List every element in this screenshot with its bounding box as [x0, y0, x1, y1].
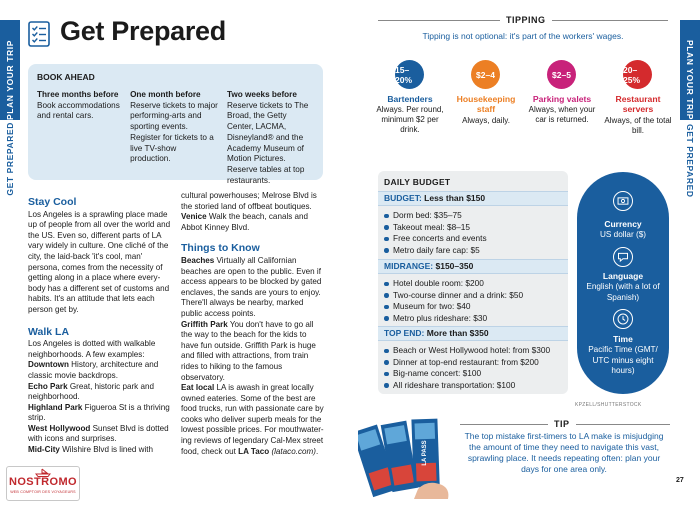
book-ahead-text: Reserve tickets to major performing-arts and sporting events. Register for tickets to a live TV-show production.: [130, 100, 218, 164]
tip-name: Bartenders: [387, 94, 433, 104]
walk-la-item: [28, 445, 171, 456]
tip-title: TIP: [548, 419, 576, 429]
walk-la-item-name: Venice: [181, 212, 207, 222]
ticket-text: LA PASS: [422, 440, 428, 466]
book-ahead-box: [28, 64, 323, 185]
walk-la-item: [28, 382, 171, 403]
budget-item: Metro plus rideshare: $30: [384, 313, 523, 325]
tip-amount-circle: 15–20%: [395, 60, 424, 89]
tip-name: Housekeeping staff: [456, 94, 516, 115]
walk-la-item-name: Highland Park: [28, 402, 83, 412]
walk-la-item-text: Walk the beach, canals and Abbot Kinney Blvd.: [181, 212, 309, 232]
info-pill: [577, 172, 669, 394]
left-tab-label: PLAN YOUR TRIP: [5, 40, 15, 121]
tip-text: The top mistake first-timers to LA make is misjudging the amount of time they need to navigate this vast, sprawling place. It needs repeating often: plan your days for one area only.: [464, 431, 664, 474]
currency-label: Currency: [604, 219, 642, 229]
walk-la-item-text: Sunset Blvd is dotted with icons and surprises.: [28, 423, 169, 444]
things-item: [181, 383, 326, 457]
things-item: [181, 256, 326, 320]
logo-subtitle: WEB COMPTOIR DES VOYAGEURS: [10, 490, 76, 494]
tip-description: Always. Per round, minimum $2 per drink.: [376, 105, 444, 135]
budget-item: Hotel double room: $200: [384, 278, 523, 290]
walk-la-item: [28, 403, 171, 424]
things-item: [181, 320, 326, 384]
book-ahead-text: Reserve tickets to The Broad, the Getty Center, LACMA, Disneyland® and the Academy Museum of Motion Pictures. Reserve tables at top restaurants.: [227, 100, 309, 185]
budget-item: All rideshare transportation: $100: [384, 380, 550, 392]
banknote-icon: [613, 191, 633, 211]
budget-item: Museum for two: $40: [384, 301, 523, 313]
page-number: 27: [676, 477, 684, 484]
things-end: .: [315, 446, 319, 456]
left-section-label: GET PREPARED: [5, 122, 15, 196]
budget-item: Takeout meal: $8–15: [384, 222, 487, 234]
budget-list: [384, 345, 550, 391]
photo-credit: KPZELL/SHUTTERSTOCK: [575, 402, 642, 408]
right-side-rail: [680, 0, 700, 505]
budget-tier-value: More than $350: [426, 328, 489, 338]
budget-item: Metro daily fare cap: $5: [384, 245, 487, 257]
stay-cool-heading: Stay Cool: [28, 196, 77, 208]
things-to-know-heading: Things to Know: [181, 242, 260, 255]
text-column-middle: [181, 191, 326, 457]
things-item-name: Griffith Park: [181, 319, 228, 329]
page-title: Get Prepared: [60, 16, 226, 46]
walk-la-item: [181, 212, 326, 233]
book-ahead-heading: Two weeks before: [227, 90, 297, 99]
budget-tier-value: $150–350: [435, 261, 474, 271]
language-label: Language: [602, 271, 644, 281]
budget-list: [384, 210, 487, 256]
book-ahead-heading: Three months before: [37, 90, 119, 99]
book-ahead-column: [37, 90, 122, 186]
things-item-text: You don't have to go all the way to the beach for the kids to have fun outside. Griffith Park is huge and filled with attractions, from train rides to hiking to the famous observatory.: [181, 319, 316, 382]
budget-tier-header: [378, 326, 568, 341]
book-ahead-column: [130, 90, 219, 186]
language-value: English (with a lot of Spanish): [586, 282, 660, 302]
walk-la-item-name: West Hollywood: [28, 423, 91, 433]
tip-description: Always, when your car is returned.: [528, 105, 596, 125]
things-item-name: Eat local: [181, 383, 215, 393]
tip-name: Parking valets: [532, 94, 592, 104]
la-pass-tickets-illustration: [358, 405, 458, 501]
clock-icon: [613, 309, 633, 329]
budget-item: Dinner at top-end restaurant: from $200: [384, 357, 550, 369]
time-label: Time: [613, 334, 633, 344]
walk-la-item: [28, 424, 171, 445]
walk-la-item-text: Great, historic park and neighborhood.: [28, 381, 154, 402]
tip-name: Restaurant servers: [615, 94, 661, 115]
budget-item: Beach or West Hollywood hotel: from $300: [384, 345, 550, 357]
walk-la-heading: Walk LA: [28, 325, 70, 338]
right-section-label: GET PREPARED: [685, 124, 695, 198]
budget-tier-header: [378, 259, 568, 274]
la-taco-name: LA Taco: [238, 446, 270, 456]
right-tab-label: PLAN YOUR TRIP: [685, 40, 695, 121]
budget-tier-value: Less than $150: [424, 193, 486, 203]
nostromo-logo: [6, 466, 80, 501]
daily-budget-title: DAILY BUDGET: [384, 177, 451, 187]
things-item-name: Beaches: [181, 255, 215, 265]
budget-tier-label: TOP END:: [384, 328, 425, 338]
tipping-subtitle: Tipping is not optional: it's part of the workers' wages.: [422, 31, 624, 41]
tip-amount-circle: $2–5: [547, 60, 576, 89]
stay-cool-text: Los Angeles is a sprawling place made up of people from all over the world and the US. Even so, different parts of LA vary widely in culture. One cliché of the city, the laid-back 'it's cool, man' persona, comes from the necessity of getting along in a place where every-body has a different set of customs and habits. It's an attitude that lets each person get by.: [28, 209, 171, 314]
tipping-title: TIPPING: [500, 15, 552, 25]
budget-item: Free concerts and events: [384, 233, 487, 245]
budget-item: Dorm bed: $35–75: [384, 210, 487, 222]
book-ahead-title: BOOK AHEAD: [37, 72, 95, 82]
budget-list: [384, 278, 523, 324]
budget-tier-header: [378, 191, 568, 206]
things-item-text: LA is awash in great locally owned eateries. Some of the best are food trucks, run with passionate care by cooks who deliver superb meals for the lowest possible prices. For mouthwater-ing reviews of legendary Cal-Mex street food, check out: [181, 383, 324, 456]
budget-tier-label: MIDRANGE:: [384, 261, 434, 271]
tip-amount-circle: 20–25%: [623, 60, 652, 89]
walk-la-item-name: Echo Park: [28, 381, 68, 391]
text-column-left: [28, 197, 171, 456]
tip-description: Always, of the total bill.: [604, 116, 672, 136]
walk-la-item-name: Downtown: [28, 360, 69, 370]
walk-la-item: [28, 360, 171, 381]
la-taco-url: (lataco.com): [271, 446, 316, 456]
walk-la-item-name: Mid-City: [28, 445, 60, 455]
time-value: Pacific Time (GMT/ UTC minus eight hours): [588, 345, 658, 376]
currency-value: US dollar ($): [600, 230, 646, 239]
checklist-icon: [28, 21, 50, 47]
things-item-text: Virtually all Californian beaches are open to the public. Even if access appears to be blocked by gated enclaves, the sands are yours to enjoy. There'll always be nearby, marked public access points.: [181, 255, 322, 318]
left-side-rail: [0, 0, 20, 505]
book-ahead-heading: One month before: [130, 90, 201, 99]
budget-item: Big-name concert: $100: [384, 368, 550, 380]
budget-item: Two-course dinner and a drink: $50: [384, 290, 523, 302]
walk-la-continued: cultural powerhouses; Melrose Blvd is the storied land of offbeat boutiques.: [181, 191, 317, 211]
walk-la-item-text: History, architecture and classic movie backdrops.: [28, 360, 159, 380]
tip-amount-circle: $2–4: [471, 60, 500, 89]
walk-la-item-text: Figueroa St is a thriving strip.: [28, 402, 170, 423]
walk-la-item-text: Wilshire Blvd is lined with: [62, 445, 154, 455]
speech-bubble-icon: [613, 247, 633, 267]
daily-budget-box: [378, 171, 568, 394]
book-ahead-text: Book accommodations and rental cars.: [37, 100, 120, 121]
walk-la-intro: Los Angeles is dotted with walkable neighborhoods. A few examples:: [28, 339, 156, 359]
tip-description: Always, daily.: [462, 116, 510, 125]
book-ahead-column: [227, 90, 314, 186]
budget-tier-label: BUDGET:: [384, 193, 422, 203]
logo-name: NOSTROMO: [9, 476, 77, 488]
